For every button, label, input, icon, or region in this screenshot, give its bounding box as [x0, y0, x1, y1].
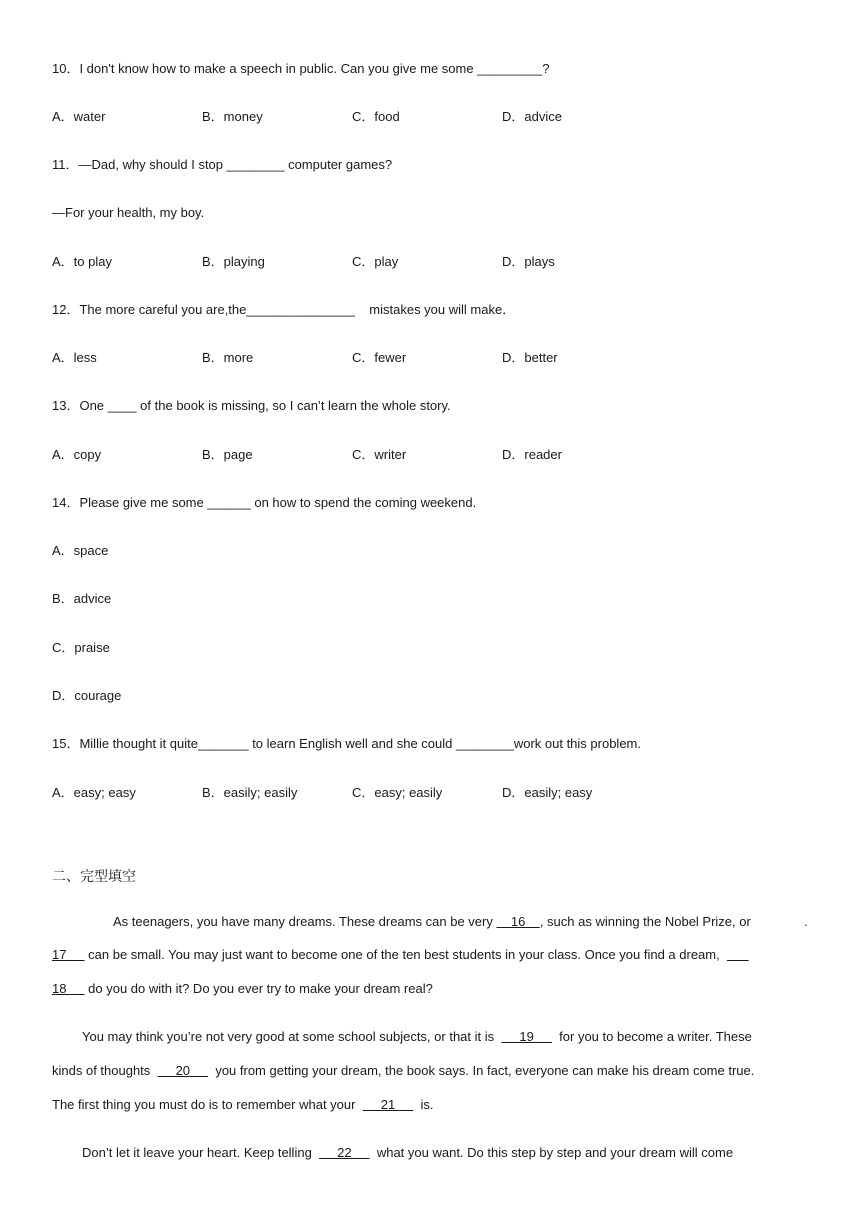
option-d[interactable]: D．easily; easy: [502, 785, 593, 800]
blank-20[interactable]: 20: [157, 1063, 209, 1078]
option-c[interactable]: C．writer: [352, 447, 407, 462]
option-b[interactable]: B．money: [202, 109, 263, 124]
blank-18-start[interactable]: [727, 947, 749, 962]
option-c[interactable]: C．easy; easily: [352, 785, 443, 800]
question-15-stem: 15．Millie thought it quite_______ to learn English well and she could ________work out this problem.: [52, 736, 641, 751]
blank-21[interactable]: 21: [362, 1097, 414, 1112]
passage-line: As teenagers, you have many dreams. These dreams can be very 16 , such as winning the Nobel Prize, or: [113, 914, 755, 929]
option-d[interactable]: D．plays: [502, 254, 555, 269]
option-b[interactable]: B．page: [202, 447, 253, 462]
option-c[interactable]: C．food: [352, 109, 400, 124]
blank-18[interactable]: 18: [52, 981, 85, 996]
question-13-options: [52, 446, 812, 464]
option-b[interactable]: B．easily; easily: [202, 785, 298, 800]
question-11-stem: 11．—Dad, why should I stop ________ computer games?: [52, 157, 393, 172]
question-11-reply: —For your health, my boy.: [52, 205, 205, 220]
question-12-options: [52, 349, 812, 367]
section-title: 二、完型填空: [52, 869, 136, 885]
blank-17[interactable]: 17: [52, 947, 85, 962]
blank-22[interactable]: 22: [319, 1145, 370, 1160]
option-a[interactable]: A．less: [52, 350, 97, 365]
option-d[interactable]: D．reader: [502, 447, 562, 462]
option-b[interactable]: B．playing: [202, 254, 265, 269]
passage-line: You may think you’re not very good at some school subjects, or that it is 19 for you to become a writer. These: [82, 1029, 752, 1044]
question-12-stem: 12．The more careful you are,the_______________ mistakes you will make．: [52, 302, 516, 317]
option-c[interactable]: C．praise: [52, 640, 110, 655]
option-d[interactable]: D．courage: [52, 688, 122, 703]
option-a[interactable]: A．copy: [52, 447, 102, 462]
passage-line: 17 can be small. You may just want to become one of the ten best students in your class. Once you find a dream,: [52, 946, 749, 964]
option-a[interactable]: A．space: [52, 543, 109, 558]
option-a[interactable]: A．easy; easy: [52, 785, 136, 800]
option-c[interactable]: C．fewer: [352, 350, 407, 365]
question-15-options: [52, 784, 812, 802]
option-a[interactable]: A．water: [52, 109, 106, 124]
option-d[interactable]: D．better: [502, 350, 558, 365]
question-10-stem: 10．I don't know how to make a speech in public. Can you give me some _________?: [52, 61, 550, 76]
question-13-stem: 13．One ____ of the book is missing, so I can’t learn the whole story.: [52, 398, 451, 413]
question-11-options: [52, 253, 812, 271]
blank-16[interactable]: 16: [496, 914, 540, 929]
passage-line: Don’t let it leave your heart. Keep telling 22 what you want. Do this step by step and your dream will come: [82, 1145, 734, 1160]
question-14-stem: 14．Please give me some ______ on how to spend the coming weekend.: [52, 495, 477, 510]
option-b[interactable]: B．advice: [52, 591, 112, 606]
stray-mark: .: [804, 914, 808, 929]
option-b[interactable]: B．more: [202, 350, 254, 365]
option-d[interactable]: D．advice: [502, 109, 562, 124]
passage-line: kinds of thoughts 20 you from getting your dream, the book says. In fact, everyone can make his dream come true.: [52, 1063, 755, 1078]
option-a[interactable]: A．to play: [52, 254, 112, 269]
option-c[interactable]: C．play: [352, 254, 399, 269]
passage-line: 18 do you do with it? Do you ever try to make your dream real?: [52, 981, 433, 996]
passage-line: The first thing you must do is to remember what your 21 is.: [52, 1097, 434, 1112]
blank-19[interactable]: 19: [501, 1029, 552, 1044]
question-10-options: [52, 108, 812, 126]
